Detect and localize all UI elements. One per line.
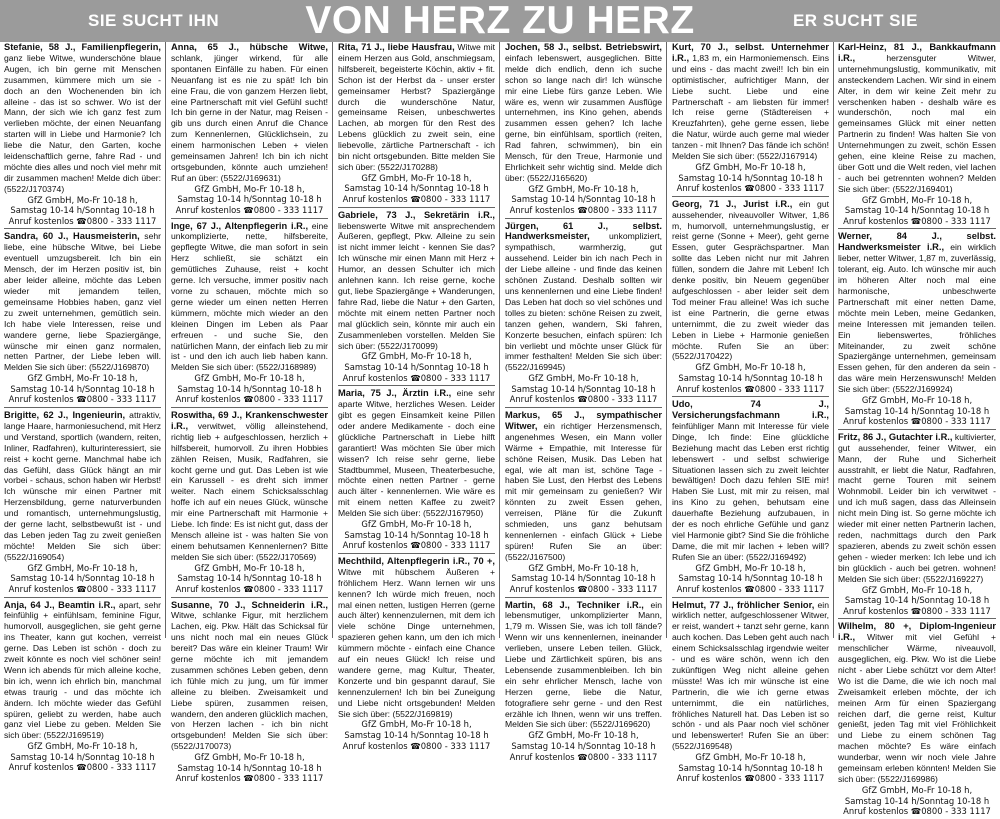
ad-body: ein gut aussehender, niveauvoller Witwer, 1,86 m, humorvoll, unternehmungslustig, er reist gerne (Sonne + Meer), geht gerne Essen, guter Gesprächspartner. Man sollte das Leben nicht nur mit Jahren füllen, sondern die Jahre mit Leben! Ich denke positiv, bin Neuem gegenüber aufgeschlossen - aber leider seit dem Tod meiner Frau alleine! Was ich suche ist eine Partnerin, die gerne etwas unternimmt, die zu zweit wieder das Leben in Liebe + Harmonie genießen möchte. Rufen Sie an über: (5522/J170422)	[672, 198, 829, 362]
contact-line: Anruf kostenlos ☎0800 - 333 1117	[342, 372, 491, 383]
classified-ad	[838, 621, 996, 818]
ad-heading: Maria, 75 J., Ärztin i.R.,	[338, 388, 452, 399]
ad-heading: Roswitha, 69 J., Krankenschwester i.R.,	[171, 410, 328, 431]
ad-body: ganz liebe Witwe, wunderschöne blaue Augen, ich bin gerne mit Menschen zusammen, kümmere mich um sie - doch an den Wochenenden bin ich alleine - das ist so schwer. Wo ist der Mann, der sich wie ich ganz fest zum verlieben möchte, der einen Neuanfang starten will in Liebe und Harmonie? Ich liebe die Natur, den Garten, koche leidenschaftlich gerne, fahre Rad - und möchte dies alles und noch viel mehr mit dir zusammen machen! Melde dich über: (5522/J170374)	[4, 52, 161, 194]
ad-body: einfach lebenswert, ausgeglichen. Bitte melde dich endlich, denn ich suche schon so lange nach dir! Ich wünsche mir eine Liebe fürs ganze Leben. Wie wäre es, wenn wir zusammen Ausflüge unternehmen, ins Kino gehen, abends zusammen essen gehen? Ich lache gerne, bin einfühlsam, sportlich (reiten, Rad fahren, schwimmen), bin ein Mensch, für den Treue, Harmonie und Ehrlichkeit sehr wichtig sind. Melde dich über: (5522/J165620)	[505, 52, 662, 183]
contact-line: Anruf kostenlos ☎0800 - 333 1117	[342, 540, 491, 551]
classified-ad	[672, 199, 829, 397]
ad-heading: Wilhelm, 80 +, Diplom-Ingenieur i.R.,	[838, 621, 996, 643]
contact-line: GfZ GmbH, Mo-Fr 10-18 h,	[27, 194, 138, 205]
contact-line: Anruf kostenlos ☎0800 - 333 1117	[843, 605, 991, 616]
contact-line: GfZ GmbH, Mo-Fr 10-18 h,	[194, 752, 305, 763]
classified-ad	[838, 231, 996, 429]
ad-contact-info	[672, 752, 829, 784]
ad-body: ein wirklich lieber, netter Witwer, 1,87 m, zuverlässig, tolerant, eig. Auto. Ich wünsche mir auch im höheren Alter noch mal eine harmonische, unbeschwerte Partnerschaft mit einer netten Dame, möchte mein Leben, meine Gedanken, meine Interessen mit jemanden teilen. Ein liebenswertes, fröhliches Miteinander, zu zweit schöne Spaziergänge unternehmen, gemeinsam Essen gehen, für den anderen da sein - das wäre mein Herzenswunsch! Melden Sie sich über: (5522/J169924)	[838, 242, 996, 395]
contact-line: GfZ GmbH, Mo-Fr 10-18 h,	[27, 562, 138, 573]
classified-ad	[4, 600, 161, 776]
ad-contact-info	[338, 719, 495, 751]
contact-line: Samstag 10-14 h/Sonntag 10-18 h	[511, 573, 656, 584]
contact-line: GfZ GmbH, Mo-Fr 10-18 h,	[528, 730, 639, 741]
classified-ad	[338, 210, 495, 387]
ad-contact-info	[838, 395, 996, 427]
contact-line: GfZ GmbH, Mo-Fr 10-18 h,	[861, 784, 973, 795]
ad-contact-info	[171, 752, 328, 784]
classified-ad	[838, 42, 996, 229]
contact-line: GfZ GmbH, Mo-Fr 10-18 h,	[695, 161, 806, 172]
contact-line: GfZ GmbH, Mo-Fr 10-18 h,	[528, 183, 639, 194]
contact-line: Samstag 10-14 h/Sonntag 10-18 h	[844, 205, 990, 216]
ad-contact-info	[171, 563, 328, 595]
classified-ad	[171, 221, 328, 408]
classified-ad	[338, 556, 495, 753]
contact-line: Anruf kostenlos ☎0800 - 333 1117	[843, 215, 991, 226]
ad-contact-info	[505, 563, 662, 595]
contact-line: GfZ GmbH, Mo-Fr 10-18 h,	[194, 562, 305, 573]
ad-contact-info	[838, 785, 996, 817]
ad-body: kultivierter, gut aussehender, feiner Witwer, ein Mann, der Ruhe und Sicherheit ausstrahlt, er liebt die Natur, Radfahren, macht gerne Touren mit seinem Wohnmobil. Leider bin ich verwitwet - und ich muß sagen, dass das Alleinsein nicht mein Ding ist. So gerne möchte ich wieder mit einer netten Partnerin lachen, reden, nachmittags durch den Park spazieren, abends zu zweit schön essen gehen - wieder merken: Ich lebe und ich bin glücklich - auch bei getren. wohnen! Melden Sie sich über: (5522/J169227)	[838, 431, 996, 584]
contact-line: Anruf kostenlos ☎0800 - 333 1117	[843, 416, 991, 427]
ad-body: apart, sehr feinfühlig + einfühlsam, feminine Figur, humorvoll, ausgeglichen, sie geht gerne ins Theater, kann gut kochen, verreist gerne. Das Leben ist schön - doch zu zweit könnte es noch viel schöner sein! Wenn ich abends für mich alleine koche, bin ich, wenn ich ehrlich bin, manchmal etwas traurig - und das möchte ich ändern. Ich möchte wieder das Gefühl spüren, geliebt zu werden, habe auch ganz viel Liebe zu geben. Melden Sie sich über: (5522/J169519)	[4, 599, 162, 741]
classified-ad	[338, 388, 495, 554]
contact-line: GfZ GmbH, Mo-Fr 10-18 h,	[695, 362, 806, 373]
classified-ad	[505, 221, 662, 408]
contact-line: Samstag 10-14 h/Sonntag 10-18 h	[678, 573, 823, 584]
contact-line: Samstag 10-14 h/Sonntag 10-18 h	[511, 740, 656, 751]
contact-line: GfZ GmbH, Mo-Fr 10-18 h,	[361, 519, 472, 530]
classified-ad	[672, 600, 829, 786]
contact-line: Anruf kostenlos ☎0800 - 333 1117	[175, 394, 324, 405]
contact-line: Anruf kostenlos ☎0800 - 333 1117	[175, 773, 324, 784]
contact-line: Samstag 10-14 h/Sonntag 10-18 h	[678, 172, 823, 183]
ad-body: ein wirklich netter, aufgeschlossener Witwer, er reist, wandert + tanzt sehr gerne, kann auch kochen. Das Leben geht auch nach einem Schicksalsschlag irgendwie weiter - und es wäre schön, wenn ich den zukünftigen Weg nicht alleine gehen müsste! Was ich mir wünsche ist eine Partnerin, die wie ich gerne etwas unternimmt, die ein natürliches, fröhliches Naturell hat. Das Leben ist so schön - und als Paar noch viel schöner und lebenswerter! Rufen Sie an über: (5522/J169548)	[672, 599, 829, 752]
classified-ad	[171, 600, 328, 786]
ad-heading: Anja, 64 J., Beamtin i.R.,	[4, 599, 116, 610]
contact-line: Anruf kostenlos ☎0800 - 333 1117	[843, 806, 991, 817]
contact-line: Anruf kostenlos ☎0800 - 333 1117	[8, 394, 157, 405]
contact-line: Samstag 10-14 h/Sonntag 10-18 h	[344, 529, 489, 540]
ad-body: 1,83 m, ein Harmoniemensch. Eins und eins - das macht zwei!! Ich bin ein optimistischer, aufrichtiger Mann, der Liebe sucht. Liebe und eine Partnerschaft - am liebsten für immer! Ich reise gerne (Städtereisen + Kreuzfahrten), gehe gerne essen, liebe die Natur, würde auch gerne mal wieder tanzen - mit Ihnen? Das fände ich schön! Melden Sie sich über: (5522/J167914)	[672, 52, 829, 162]
contact-line: Samstag 10-14 h/Sonntag 10-18 h	[10, 383, 155, 394]
ad-contact-info	[505, 373, 662, 405]
ad-heading: Martin, 68 J., Techniker i.R.,	[505, 599, 644, 610]
contact-line: Anruf kostenlos ☎0800 - 333 1117	[8, 762, 157, 773]
ad-body: herzensguter Witwer, unternehmungslustig, kommunikativ, mit ansteckendem Lachen. Wir sind in einem Alter, in dem wir keine Zeit mehr zu verschenken haben - deshalb wäre es wunderschön, noch mal ein gemeinsames Glück mit einer netten Partnerin zu finden! Was halten Sie von Unternehmungen zu zweit, schön Essen gehen, eine kleine Reise zu machen, über Gott und die Welt reden, viel lachen - auch bei getrennten wohnen? Melden Sie sich über: (5522/J169401)	[838, 52, 996, 194]
ad-body: eine unkomplizierte, nette, hilfsbereite, gepflegte Witwe, die man sofort in sein Herz schließt, sie schätzt ein gemütliches Zuhause, reist + kocht gerne. Ich versuche, immer positiv nach vorne zu schauen, möchte mich so gerne wieder um einen netten Herren kümmern, möchte mich wieder an den kleinen Dingen im Leben als Paar erfreuen - und suche Sie, den natürlichen Mann, der einfach lieb zu mir ist - und den ich auch lieb haben kann. Melden Sie sich über: (5522/J168989)	[171, 220, 329, 373]
contact-line: Samstag 10-14 h/Sonntag 10-18 h	[177, 762, 322, 773]
classified-ad	[672, 42, 829, 197]
ad-heading: Jochen, 58 J., selbst. Betriebswirt,	[505, 42, 662, 52]
contact-line: Samstag 10-14 h/Sonntag 10-18 h	[177, 194, 322, 205]
ad-heading: Anna, 65 J., hübsche Witwe,	[171, 42, 328, 52]
contact-line: Anruf kostenlos ☎0800 - 333 1117	[8, 215, 157, 226]
ad-heading: Mechthild, Altenpflegerin i.R., 70 +,	[338, 555, 495, 566]
ad-contact-info	[171, 373, 328, 405]
contact-line: Samstag 10-14 h/Sonntag 10-18 h	[344, 362, 489, 373]
contact-line: GfZ GmbH, Mo-Fr 10-18 h,	[861, 584, 973, 595]
contact-line: GfZ GmbH, Mo-Fr 10-18 h,	[861, 194, 973, 205]
ad-contact-info	[838, 195, 996, 227]
contact-line: Samstag 10-14 h/Sonntag 10-18 h	[344, 730, 489, 741]
contact-line: Samstag 10-14 h/Sonntag 10-18 h	[10, 573, 155, 584]
ad-contact-info	[505, 184, 662, 216]
contact-line: GfZ GmbH, Mo-Fr 10-18 h,	[27, 373, 138, 384]
ad-contact-info	[838, 585, 996, 617]
classified-ad	[4, 231, 161, 408]
contact-line: Anruf kostenlos ☎0800 - 333 1117	[509, 583, 658, 594]
contact-line: Anruf kostenlos ☎0800 - 333 1117	[509, 204, 658, 215]
classified-ad	[672, 399, 829, 597]
ad-contact-info	[171, 184, 328, 216]
ads-column	[834, 42, 1000, 817]
contact-line: GfZ GmbH, Mo-Fr 10-18 h,	[695, 752, 806, 763]
contact-line: Samstag 10-14 h/Sonntag 10-18 h	[844, 595, 990, 606]
ad-heading: Kurt, 70 J., selbst. Unternehmer i.R.,	[672, 42, 829, 63]
contact-line: Anruf kostenlos ☎0800 - 333 1117	[509, 394, 658, 405]
classified-ad	[4, 410, 161, 597]
contact-line: Anruf kostenlos ☎0800 - 333 1117	[676, 583, 825, 594]
ad-heading: Stefanie, 58 J., Familienpflegerin,	[4, 42, 161, 52]
contact-line: Samstag 10-14 h/Sonntag 10-18 h	[10, 205, 155, 216]
ad-body: sehr liebe, eine hübsche Witwe, bei Liebe eventuell umzugsbereit. Ich bin ein Mensch, der im Herzen positiv ist, bin aber leider alleine, möchte das Leben wieder mit jemandem teilen, gemeinsame Hobbies haben, ganz viel zu zweit unternehmen, gemütlich sein. Ich habe viele Interessen, reise und wandere gerne, liebe Spaziergänge, wünsche mir einen ganz normalen, netten Partner, der Liebe leben will. Melden Sie sich über: (5522/J169870)	[4, 231, 161, 373]
ad-body: ein richtiger Herzensmensch, angenehmes Wesen, ein Mann voller Wärme + Empathie, mit Interesse für schöne Reisen, Musik. Das Leben hat egal, wie alt man ist, schöne Tage - haben Sie Lust, den Herbst des Lebens mit mir gemeinsam zu genießen? Wir könnten zu zweit Essen gehen, verreisen, Pläne für die Zukunft schmieden, uns ganz behutsam kennenlernen - einfach Glück + Liebe spüren! Rufen Sie an über: (5522/J167500)	[505, 420, 662, 562]
header-banner	[0, 0, 1000, 42]
contact-line: Samstag 10-14 h/Sonntag 10-18 h	[177, 383, 322, 394]
contact-line: GfZ GmbH, Mo-Fr 10-18 h,	[194, 373, 305, 384]
ad-heading: Werner, 84 J., selbst. Handwerksmeister i.R.,	[838, 231, 996, 253]
contact-line: Anruf kostenlos ☎0800 - 333 1117	[676, 383, 825, 394]
ad-heading: Inge, 67 J., Altenpflegerin i.R.,	[171, 220, 309, 231]
ads-column	[501, 42, 667, 762]
contact-line: Samstag 10-14 h/Sonntag 10-18 h	[10, 751, 155, 762]
contact-line: Samstag 10-14 h/Sonntag 10-18 h	[844, 795, 990, 806]
ad-contact-info	[4, 195, 161, 227]
ads-column	[0, 42, 166, 773]
ad-body: schlank, jünger wirkend, für alle spontanen Einfälle zu haben. Für einen Neuanfang ist es nie zu spät! Ich bin eine Frau, die von ganzem Herzen liebt, eine Partnerschaft mit viel Gefühl sucht! Ich bin gerne in der Natur, mag Reisen - gib uns durch einen Anruf die Chance zum Kennenlernen, Glücklichsein, zu einem harmonischen Leben + vielen gemeinsamen Jahren! Ich bin ich nicht ortsgebunden, könnte auch umziehen! Ruf an über: (5522/J169631)	[171, 52, 328, 183]
ad-contact-info	[338, 351, 495, 383]
contact-line: Samstag 10-14 h/Sonntag 10-18 h	[844, 405, 990, 416]
ad-body: attraktiv, lange Haare, harmoniesuchend, mit Herz und Verstand, sportlich (wandern, reiten, Inliner, Radfahren), kulturinteressiert, sie reist + kocht gerne. Manchmal habe ich das Gefühl, dass Glück hängt an mir vorbei - schaus, schon haben wir Herbst! Ich wünsche mir einen Partner mit Herzensbildung, gerne naturverbunden und romantisch, unternehmungslustig, der gerne lacht, selbstbewußt ist - und das Leben jeden Tag zu zweit genießen möchte! Melden Sie sich über: (5522/J169054)	[4, 410, 161, 562]
contact-line: Samstag 10-14 h/Sonntag 10-18 h	[678, 762, 823, 773]
contact-line: Anruf kostenlos ☎0800 - 333 1117	[676, 183, 825, 194]
page-title: VON HERZ ZU HERZ	[305, 0, 695, 42]
ad-body: Witwe, schlanke Figur, mit herzlichem Lachen, eig. Pkw. Hält das Schicksal für uns nicht noch mal ein neues Glück bereit? Das wäre ein kleiner Traum! Wir gerne möchte ich mit jemandem zusammen schönes Leben geben, denn ich fühle mich zu jung, um für immer alleine zu bleiben. Zweisamkeit und Liebe spüren, zusammen reisen, wandern, den anderen glücklich machen, von Herzen lachen - ich bin nicht ortsgebunden! Melden Sie sich über: (5522/J170073)	[171, 610, 328, 752]
ad-body: unkompliziert, sympathisch, warmherzig, gut aussehend. Leider bin ich nach Pech in der Liebe alleine - und finde das keinen schönen Zustand. Deshalb sollten wir uns kennenlernen und eine Liebe finden! Das Leben hat doch so viel schönes und tolles zu bieten: schöne Reisen zu zweit, tanzen gehen, wandern, Ski fahren, Konzerte besuchen, einfach spüren: Ich bin verliebt und möchte unser Glück für immer festhalten! Melden Sie sich über: (5522/J169945)	[505, 231, 662, 373]
ad-heading: Susanne, 70 J., Schneiderin i.R.,	[171, 599, 328, 610]
ad-body: feinfühliger Mann mit Interesse für viele Dinge, Ich finde: Eine glückliche Beziehung macht das Leben erst richtig lebenswert - und selbst schwierige Situationen lassen sich zu zweit leichter bewältigen! Doch dazu fehlen SIE mir! Haben Sie Lust, mit mir zu reisen, mal ins Kino zu gehen, behutsam eine dauerhafte Beziehung aufzubauen, in der es noch ehrliche Gefühle und ganz viel Harmonie gibt? Sind Sie die fröhliche Dame, die mit mir lachen + leben will? Rufen Sie an über: (5522/J169492)	[672, 420, 829, 562]
contact-line: GfZ GmbH, Mo-Fr 10-18 h,	[528, 562, 639, 573]
ad-contact-info	[338, 519, 495, 551]
contact-line: Samstag 10-14 h/Sonntag 10-18 h	[344, 183, 489, 194]
contact-line: GfZ GmbH, Mo-Fr 10-18 h,	[861, 395, 973, 406]
contact-line: GfZ GmbH, Mo-Fr 10-18 h,	[27, 741, 138, 752]
ad-heading: Markus, 65 J., sympathischer Witwer,	[505, 410, 662, 431]
ad-body: verwitwet, völlig alleinstehend, richtig lieb + aufgeschlossen, herzlich + hilfsbereit, humorvoll. Zu ihren Hobbies zählen Reisen, Musik, Radfahren, sie kocht gerne und gut. Das Leben ist wie ein Karussell - es dreht sich immer weiter. Nach einem Schicksalsschlag hoffe ich auf ein neues Glück, wünsche mir eine Partnerschaft mit Harmonie + Liebe. Ich finde: Es ist nicht gut, dass der Mensch alleine ist - was halten Sie von einem behutsamen Kennenlernen? Bitte melden Sie sich über: (5522/J170569)	[171, 420, 328, 562]
ad-heading: Sandra, 60 J., Hausmeisterin,	[4, 231, 140, 242]
ad-heading: Gabriele, 73 J., Sekretärin i.R.,	[338, 209, 495, 220]
classified-ad	[338, 42, 495, 208]
ads-page	[0, 42, 1000, 817]
ad-heading: Udo, 74 J., Versicherungsfachmann i.R.,	[672, 399, 829, 421]
classified-ad	[171, 410, 328, 597]
contact-line: Anruf kostenlos ☎0800 - 333 1117	[676, 773, 825, 784]
ad-body: eine sehr aparte Witwe, herzliches Wesen. Leider gibt es gegen Einsamkeit keine Pillen oder andere Medikamente - doch eine glückliche Partnerschaft in Liebe hilft garantiert! Was möchten Sie über mich wissen? Ich reise sehr gerne, liebe Stadtbummel, Museen, Theaterbesuche, möchte einen netten Partner - gerne auch älter - kennenlernen. Wie wäre es mit einem netten Kaffee zu zweit? Melden Sie sich über: (5522/J167950)	[338, 388, 496, 519]
ad-contact-info	[672, 563, 829, 595]
contact-line: Anruf kostenlos ☎0800 - 333 1117	[8, 583, 157, 594]
contact-line: GfZ GmbH, Mo-Fr 10-18 h,	[361, 172, 472, 183]
contact-line: Samstag 10-14 h/Sonntag 10-18 h	[678, 372, 823, 383]
ads-column	[167, 42, 333, 784]
contact-line: Anruf kostenlos ☎0800 - 333 1117	[342, 740, 491, 751]
ads-column	[668, 42, 834, 784]
ad-contact-info	[4, 741, 161, 773]
ad-contact-info	[4, 563, 161, 595]
classified-ad	[505, 42, 662, 219]
classified-ad	[505, 600, 662, 765]
ad-heading: Helmut, 77 J., fröhlicher Senior,	[672, 599, 815, 610]
contact-line: Anruf kostenlos ☎0800 - 333 1117	[342, 194, 491, 205]
contact-line: GfZ GmbH, Mo-Fr 10-18 h,	[361, 719, 472, 730]
contact-line: GfZ GmbH, Mo-Fr 10-18 h,	[528, 373, 639, 384]
contact-line: GfZ GmbH, Mo-Fr 10-18 h,	[695, 562, 806, 573]
ad-body: liebenswerte Witwe mit ansprechendem Äußeren, gepflegt, Pkw. Alleine zu sein ist nicht immer leicht - kennen Sie das? Ich wünsche mir einen Mann mit Herz + Humor, an dessen Schulter ich mich anlehnen kann. Ich reise gerne, koche gut, liebe Spaziergänge + Wanderungen, fahre Rad, liebe die Natur + den Garten, möchte mit einem netten Partner noch mal glücklich sein, könnte mir auch ein Zusammenleben vorstellen. Melden Sie sich über: (5522/J170099)	[338, 220, 495, 351]
classified-ad	[838, 432, 996, 619]
contact-line: Samstag 10-14 h/Sonntag 10-18 h	[511, 194, 656, 205]
ad-contact-info	[4, 373, 161, 405]
ad-heading: Rita, 71 J., liebe Hausfrau,	[338, 42, 455, 52]
contact-line: GfZ GmbH, Mo-Fr 10-18 h,	[194, 183, 305, 194]
contact-line: Samstag 10-14 h/Sonntag 10-18 h	[511, 383, 656, 394]
ad-heading: Jürgen, 61 J., selbst. Handwerksmeister,	[505, 220, 662, 242]
ad-heading: Fritz, 86 J., Gutachter i.R.,	[838, 431, 953, 442]
ad-body: Witwe mit hübschem Äußeren + fröhlichem Herz. Wann lernen wir uns kennen? Ich würde mich freuen, noch mal einen netten, lustigen Herren (gerne auch älter) kennenzulernen, mit dem ich viele schöne Dinge unternehmen, spazieren gehen kann, um den ich mich kümmern möchte - einfach eine Chance auf ein neues Glück! Ich reise und wandere gerne, mag Kultur, Theater, Konzerte und bin gespannt darauf, Sie kennenzulernen! Ich bin bei Zuneigung und Liebe nicht ortsgebunden! Melden Sie sich über: (5522/J169819)	[338, 566, 495, 719]
contact-line: GfZ GmbH, Mo-Fr 10-18 h,	[361, 351, 472, 362]
classified-ad	[171, 42, 328, 219]
header-left-label: SIE SUCHT IHN	[88, 11, 220, 30]
contact-line: Anruf kostenlos ☎0800 - 333 1117	[175, 204, 324, 215]
classified-ad	[4, 42, 161, 229]
contact-line: Anruf kostenlos ☎0800 - 333 1117	[509, 751, 658, 762]
classified-ad	[505, 410, 662, 597]
ads-column	[334, 42, 500, 751]
ad-body: ein lebensmutiger, unkomplizierter Mann, 1,79 m. Wissen Sie, was ich toll fände? Wenn wir uns kennenlernen, ineinander verlieben, unsere Leben teilen. Glück, Liebe und Zärtlichkeit spüren, bis ans Lebensende zusammenbleiben. Ich bin ein sehr ehrlicher Mensch, lache von Herzen gerne, liebe die Natur, fotografiere sehr gerne - und den Rest erzähle ich Ihnen, wenn wir uns treffen. Melden Sie sich über: (5522/J169620)	[505, 599, 662, 730]
ad-contact-info	[672, 162, 829, 194]
ad-heading: Karl-Heinz, 81 J., Bankkaufmann i.R.,	[838, 42, 996, 63]
header-right-label: ER SUCHT SIE	[792, 11, 918, 30]
ad-heading: Georg, 71 J., Jurist i.R.,	[672, 198, 793, 209]
ad-body: Witwer mit viel Gefühl + menschlicher Wärme, niveauvoll, ausgeglichen, eig. Pkw. Wo ist die Liebe nicht - aber Liebe schützt vor dem Alter! Wo ist die Dame, die wie ich noch mal Zweisamkeit erleben möchte, der ich meinen Arm für einen Spaziergang reichen darf, die gerne reist, Kultur genießt, jeden Tag mit viel Fröhlichkeit und Liebe zu einem schönen Tag machen möchte? Es wäre einfach wunderbar, wenn wir noch viele Jahre gemeinsam erleben könnten! Melden Sie sich über: (5522/J169986)	[838, 632, 996, 784]
ad-heading: Brigitte, 62 J., Ingenieurin,	[4, 410, 126, 421]
ad-body: Witwe mit einem Herzen aus Gold, anschmiegsam, hilfsbereit, begeisterte Köchin, aktiv + fit. Schon ist der Herbst da - unser erster gemeinsamer Herbst? Spaziergänge durch die wunderschöne Natur, gemeinsame Reisen, unbeschwertes Lachen, ab morgen für den Rest des Lebens glücklich zu zweit sein, eine liebevolle, zärtliche Partnerschaft - ich bin nicht ortsgebunden. Bitte melden Sie sich über: (5522/J170288)	[338, 42, 495, 172]
contact-line: Anruf kostenlos ☎0800 - 333 1117	[175, 583, 324, 594]
ad-contact-info	[505, 730, 662, 762]
ad-contact-info	[672, 362, 829, 394]
ad-contact-info	[338, 173, 495, 205]
contact-line: Samstag 10-14 h/Sonntag 10-18 h	[177, 573, 322, 584]
